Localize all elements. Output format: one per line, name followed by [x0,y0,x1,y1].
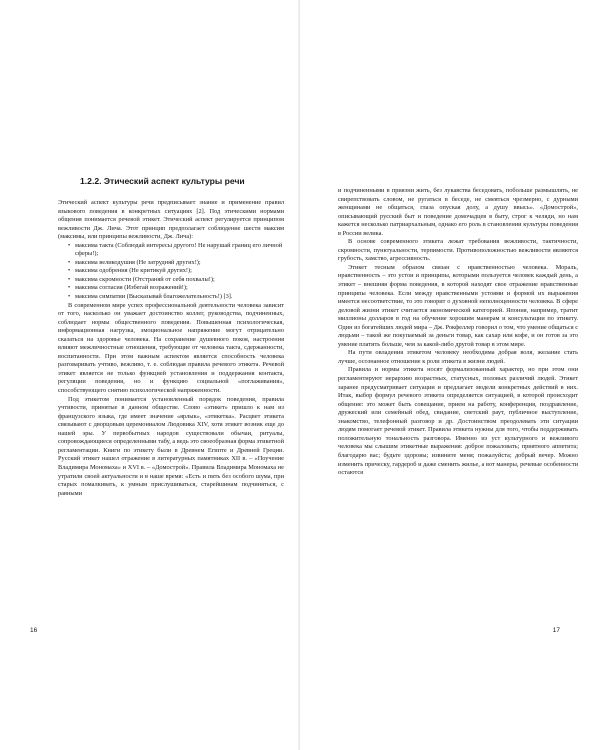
continued-paragraph: и подчиненными в приязни жить, без лукавства беседовать, побольше размышлять, не свирепствовать словом, не ругаться в беседе, не смеяться чрезмерно, с дурными женщинами не общаться, глаза опуская долу, а душу ввысь». «Домострой», описывающий русский быт и поведение домочадцев в быту, строг к челяди, но нам кажется несколько патриархальным, однако его роль в становлении культуры поведения в России велика. [338,187,578,237]
body-paragraph: В современном мире успех профессиональной деятельности человека зависит от того, насколько он уважает достоинство коллег, руководства, подчиненных, соблюдает нормы общественного поведения. Повышенная психологическая, информационная нагрузка, эмоциональное напряжение могут отрицательно сказаться на здоровье человека. На сохранение душевного покоя, настроения влияют межличностные отношения, требующие от человека такта, сдержанности, воспитанности. При этом важным аспектом является способность человека разговаривать учтиво, вежливо, т. е. соблюдая правила речевого этикета. Речевой этикет является не только функцией установления и поддержания контакта, регуляции поведения, но и функцию социальной «поглаживания», способствующего снятию психологической напряженности. [58,301,284,395]
maxim-item: • максима одобрения (Не критикуй других!); [68,267,284,276]
maxim-item: • максима скромности (Отстраняй от себя похвалы!); [68,276,284,285]
right-page [300,0,600,750]
body-paragraph: В основе современного этикета лежат требования вежливости, тактичности, скромности, пунктуальности, терпимости. Противоположностью вежливости являются грубость, хамство, агрессивность. [338,238,578,263]
intro-paragraph: Этический аспект культуры речи предписывает знание и применение правил языкового поведения в конкретных ситуациях [2]. Под этическими нормами общения понимается речевой этикет. Этический аспект регулируется принципом вежливости Дж. Лича. Этот принцип предполагает соблюдение шести максим (максимы, или принципы вежливости, Дж. Лича): [58,199,284,241]
maxims-list [58,242,284,302]
body-paragraph: Правила и нормы этикета носят формализованный характер, но при этом они регламентируют иерархию возрастных, статусных, половых различий людей. Этикет заранее предусматривает ситуации и предлагает модели конкретных действий в них. Итак, выбор формул речевого этикета определяется ситуацией, в которой происходит общение: это может быть совещание, прием на работу, конференция, поздравление, дружеский или семейный обед, свидание, светский раут, публичное выступление, знакомство, телефонный разговор и др. Достоинством преодолевать эти ситуации людям помогает речевой этикет. Правила этикета нужны для того, чтобы поддерживать положительную тональность разговора. Именно из уст культурного и вежливого человека мы слышим этикетные выражения: доброе пожаловать; приятного аппетита; благодарю вас; будьте здоровы; извините меня; пожалуйста; добрый вечер. Можно изменить прическу, гардероб и даже сменить жилье, а вот манеры, речевые особенности остаются [338,366,578,477]
section-title: 1.2.2. Этический аспект культуры речи [80,176,245,186]
page-number: 17 [552,627,560,634]
body-paragraph: Под этикетом понимается установленный порядок поведения, правила учтивости, принятые в данном обществе. Слово «этикет» пришло к нам из французского языка, где имеет значение «ярлык», «этикетка». Расцвет этикета связывают с дворцовым церемониалом Людовика XIV, хотя этикет возник еще до нашей эры. У первобытных народов существовали обычаи, ритуалы, сопровождающиеся определенными табу, а ведь это своеобразная форма этикетной регламентации. Книги по этикету были в Древнем Египте и Древней Греции. Русский этикет нашел отражение в литературных памятниках XII в. – «Поучение Владимира Мономаха» и XVI в. – «Домострой». Правила Владимира Мономаха не утратили своей актуальности и в наше время: «Есть и пить без особого шума, при старых помалкивать, к умным прислушиваться, старейшинам подчиняться, с равными [58,395,284,497]
maxim-item: • максима согласия (Избегай возражений!); [68,284,284,293]
maxim-item: • максима великодушия (Не затрудняй других!); [68,259,284,268]
maxim-item: • максима симпатии (Высказывай благожелательность!) [3]. [68,293,284,302]
body-paragraph: Этикет тесным образом связан с нравственностью человека. Мораль, нравственность – это устои и принципы, которыми пользуется человек каждый день, а этикет – внешняя форма поведения, в которой находят свое отражение нравственные принципы человека. Если между нравственными устоями и формой их выражения имеется несоответствие, то это говорит о духовной неполноценности человека. В сфере деловой жизни этикет считается экономической категорией. Япония, например, тратит миллионы долларов в год на обучение хорошим манерам и консультации по этикету. Один из богатейших людей мира – Дж. Рокфеллер говорил о том, что умение общаться с людьми – такой же покупаемый за деньги товар, как сахар или кофе, и он готов за это умение платить больше, чем за какой-либо другой товар в этом мире. [338,263,579,348]
page-number: 16 [30,627,38,634]
body-paragraph: На пути овладения этикетом человеку необходима добрая воля, желание стать лучше, осознанное отношение к роли этикета в жизни людей. [338,349,578,365]
maxim-item: • максима такта (Соблюдай интересы другого! Не нарушай границ его личной сферы!); [68,242,284,259]
